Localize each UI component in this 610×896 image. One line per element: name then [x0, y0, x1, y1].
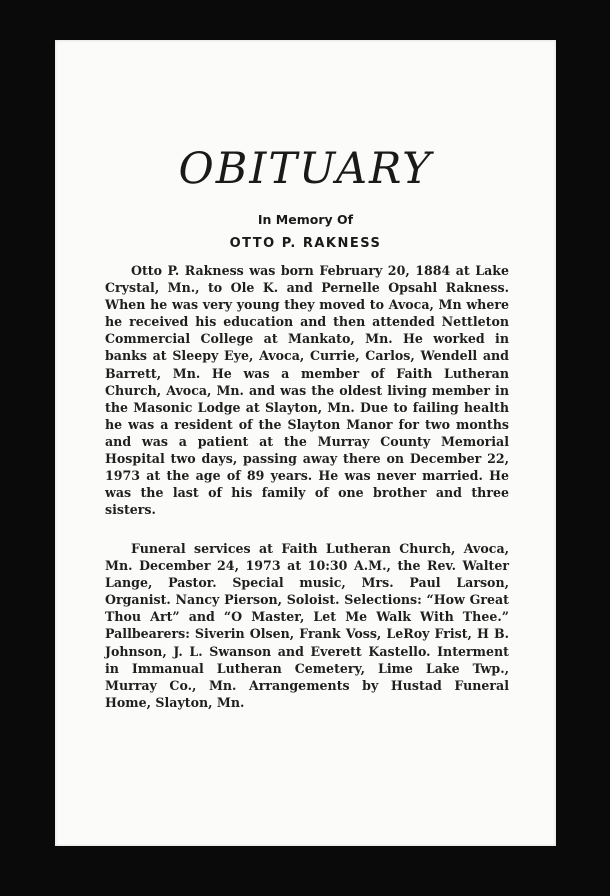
biography-section [105, 262, 509, 518]
funeral-section [105, 540, 509, 711]
deceased-name: OTTO P. RAKNESS [229, 236, 382, 251]
obituary-title: OBITUARY [178, 144, 433, 194]
funeral-paragraph: Funeral services at Faith Lutheran Church, Avoca, Mn. December 24, 1973 at 10:30 A.M., the Rev. Walter Lange, Pastor. Special music, Mrs. Paul Larson, Organist. Nancy Pierson, Soloist. Selections: “How Great Thou Art” and “O Master, Let Me Walk With Thee.” Pallbearers: Siverin Olsen, Frank Voss, LeRoy Frist, H B. Johnson, J. L. Swanson and Everett Kastello. Interment in Immanual Lutheran Cemetery, Lime Lake Twp., Murray Co., Mn. Arrangements by Hustad Funeral Home, Slayton, Mn. [105, 541, 509, 710]
in-memory-heading: In Memory Of [257, 212, 354, 227]
obituary-card [55, 40, 556, 846]
biography-paragraph: Otto P. Rakness was born February 20, 1884 at Lake Crystal, Mn., to Ole K. and Pernelle Opsahl Rakness. When he was very young they moved to Avoca, Mn where he received his education and then attended Nettleton Commercial College at Mankato, Mn. He worked in banks at Sleepy Eye, Avoca, Currie, Carlos, Wendell and Barrett, Mn. He was a member of Faith Lutheran Church, Avoca, Mn. and was the oldest living member in the Masonic Lodge at Slayton, Mn. Due to failing health he was a resident of the Slayton Manor for two months and was a patient at the Murray County Memorial Hospital two days, passing away there on December 22, 1973 at the age of 89 years. He was never married. He was the last of his family of one brother and three sisters. [105, 263, 509, 518]
